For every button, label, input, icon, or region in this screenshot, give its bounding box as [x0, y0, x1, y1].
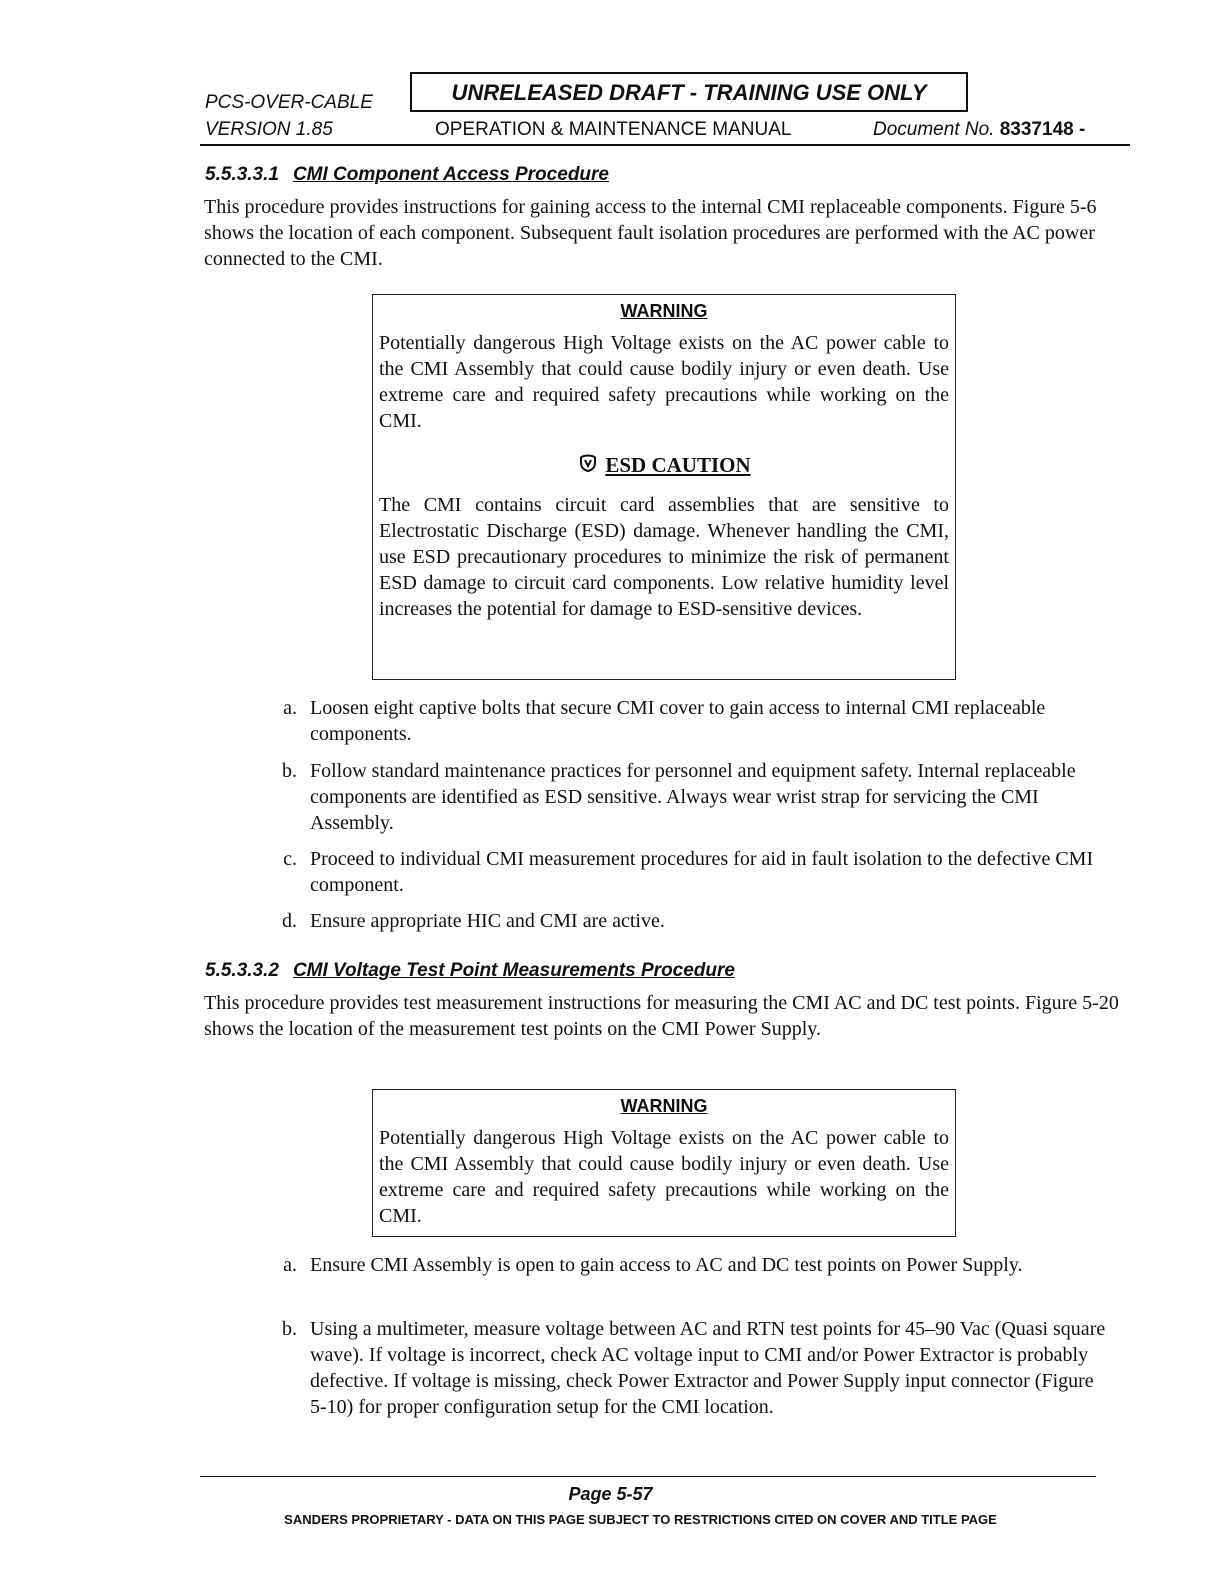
- warning-box: [372, 1089, 956, 1237]
- warning-title: WARNING: [620, 1096, 708, 1116]
- step-text: Loosen eight captive bolts that secure CMI cover to gain access to internal CMI replaceable components.: [310, 697, 1046, 745]
- section-title: CMI Voltage Test Point Measurements Procedure: [292, 960, 735, 981]
- warning-esd-box: [372, 294, 956, 680]
- document-number-value: 8337148 -: [999, 119, 1086, 140]
- page-number: Page 5-57: [568, 1484, 653, 1504]
- section-number: 5.5.3.3.1: [205, 164, 279, 185]
- section-intro: This procedure provides instructions for gaining access to the internal CMI replaceable components. Figure 5-6 shows the location of each component. Subsequent fault isolation procedures are performed with the AC power connected to the CMI.: [204, 196, 1097, 270]
- section-intro: This procedure provides test measurement instructions for measuring the CMI AC and DC test points. Figure 5-20 shows the location of the measurement test points on the CMI Power Supply.: [204, 992, 1119, 1040]
- warning-text: Potentially dangerous High Voltage exists on the AC power cable to the CMI Assembly that could cause bodily injury or even death. Use extreme care and required safety precautions while working on the CMI.: [379, 1127, 949, 1227]
- step-b: [275, 1316, 1125, 1446]
- step-letter: a.: [283, 697, 297, 719]
- esd-caution-heading: [373, 452, 955, 478]
- step-letter: a.: [283, 1254, 297, 1276]
- step-text: Using a multimeter, measure voltage between AC and RTN test points for 45–90 Vac (Quasi square wave). If voltage is incorrect, check AC voltage input to CMI and/or Power Extractor is probably defective. If voltage is missing, check Power Extractor and Power Supply input connector (Figure 5-10) for proper configuration setup for the CMI location.: [310, 1318, 1106, 1418]
- document-number: [873, 119, 1085, 141]
- esd-caution-text: The CMI contains circuit card assemblies that are sensitive to Electrostatic Discharge (ESD) damage. Whenever handling the CMI, use ESD precautionary procedures to minimize the risk of permanent ESD damage to circuit card components. Low relative humidity level increases the potential for damage to ESD-sensitive devices.: [379, 494, 949, 620]
- section-title: CMI Component Access Procedure: [292, 164, 609, 185]
- step-text: Follow standard maintenance practices for personnel and equipment safety. Internal replaceable components are identified as ESD sensitive. Always wear wrist strap for servicing the CMI Assembly.: [310, 760, 1076, 834]
- esd-hand-icon: [577, 452, 599, 474]
- step-d: [275, 908, 1125, 934]
- step-c: [275, 846, 1125, 898]
- warning-title: WARNING: [620, 301, 708, 321]
- proprietary-notice: SANDERS PROPRIETARY - DATA ON THIS PAGE SUBJECT TO RESTRICTIONS CITED ON COVER AND TITLE PAGE: [284, 1512, 997, 1527]
- warning-text: Potentially dangerous High Voltage exists on the AC power cable to the CMI Assembly that could cause bodily injury or even death. Use extreme care and required safety precautions while working on the CMI.: [379, 332, 949, 432]
- step-b: [275, 758, 1125, 836]
- step-a: [275, 1252, 1125, 1304]
- step-letter: b.: [282, 1318, 297, 1340]
- section-heading-2: [205, 960, 735, 982]
- header-product: PCS-OVER-CABLE: [205, 92, 373, 113]
- step-text: Ensure CMI Assembly is open to gain access to AC and DC test points on Power Supply.: [310, 1254, 1023, 1276]
- section-number: 5.5.3.3.2: [205, 960, 279, 981]
- section-heading-1: [205, 164, 609, 186]
- header-divider: [200, 144, 1130, 146]
- step-letter: c.: [283, 848, 297, 870]
- esd-caution-title: ESD CAUTION: [605, 453, 751, 477]
- document-label: Document No.: [873, 119, 995, 140]
- footer-divider: [200, 1476, 1096, 1477]
- step-a: [275, 695, 1125, 747]
- manual-title: OPERATION & MAINTENANCE MANUAL: [435, 119, 792, 140]
- draft-banner: UNRELEASED DRAFT - TRAINING USE ONLY: [410, 72, 968, 112]
- step-letter: b.: [282, 760, 297, 782]
- step-letter: d.: [282, 910, 297, 932]
- step-text: Ensure appropriate HIC and CMI are active.: [310, 910, 665, 932]
- step-text: Proceed to individual CMI measurement procedures for aid in fault isolation to the defective CMI component.: [310, 848, 1094, 896]
- header-version: VERSION 1.85: [205, 119, 333, 140]
